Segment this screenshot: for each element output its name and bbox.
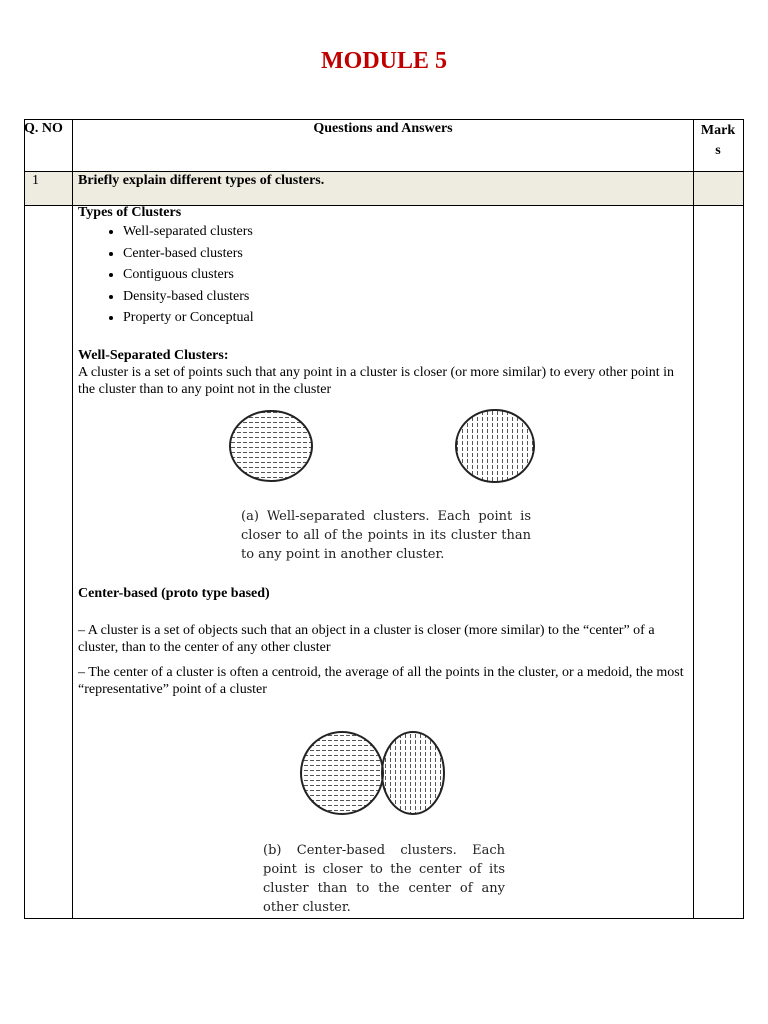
table-border — [24, 918, 743, 919]
center-based-section — [78, 585, 686, 698]
types-list — [78, 221, 686, 329]
table-border — [24, 119, 25, 919]
center-based-heading: Center-based (proto type based) — [78, 586, 270, 601]
center-based-text-1: – A cluster is a set of objects such that an object in a cluster is closer (more similar) to the “center” of a cluster, than to the center of any other cluster — [78, 623, 655, 655]
question-text: Briefly explain different types of clusters. — [78, 173, 325, 188]
list-item: • Center-based clusters — [123, 243, 686, 265]
figure-b-caption: (b) Center-based clusters. Each point is closer to the center of its cluster than to the center of any other cluster. — [263, 843, 505, 915]
list-item: • Density-based clusters — [123, 286, 686, 308]
page-title: MODULE 5 — [321, 48, 447, 74]
well-separated-heading: Well-Separated Clusters: — [78, 347, 229, 363]
well-separated-text: A cluster is a set of points such that any point in a cluster is closer (or more similar) to every other point in the cluster than to any point not in the cluster — [78, 364, 675, 397]
table-border — [24, 119, 743, 120]
header-marks: Mark s — [700, 123, 736, 158]
list-item: • Well-separated clusters — [123, 221, 686, 243]
types-heading: Types of Clusters — [78, 205, 182, 220]
cluster-circle — [230, 411, 312, 481]
table-border — [24, 171, 743, 172]
list-item: • Contiguous clusters — [123, 264, 686, 286]
table-border — [72, 119, 73, 919]
list-item: • Property or Conceptual — [123, 307, 686, 329]
table-border — [693, 119, 694, 919]
cluster-circle — [456, 410, 534, 482]
question-number: 1 — [32, 173, 39, 188]
cluster-circle — [382, 732, 444, 814]
answer-cell — [78, 205, 686, 398]
header-qno: Q. NO — [24, 121, 63, 136]
figure-a-well-separated-clusters — [225, 405, 535, 485]
figure-a-caption: (a) Well-separated clusters. Each point is closer to all of the points in its cluster than to any point in another cluster. — [241, 509, 531, 562]
figure-b-center-based-clusters — [298, 728, 448, 818]
cluster-circle — [301, 732, 383, 814]
table-border — [743, 119, 744, 919]
header-questions-answers: Questions and Answers — [313, 121, 453, 136]
center-based-text-2: – The center of a cluster is often a centroid, the average of all the points in the cluster, or a medoid, the most “representative” point of a cluster — [78, 665, 684, 697]
